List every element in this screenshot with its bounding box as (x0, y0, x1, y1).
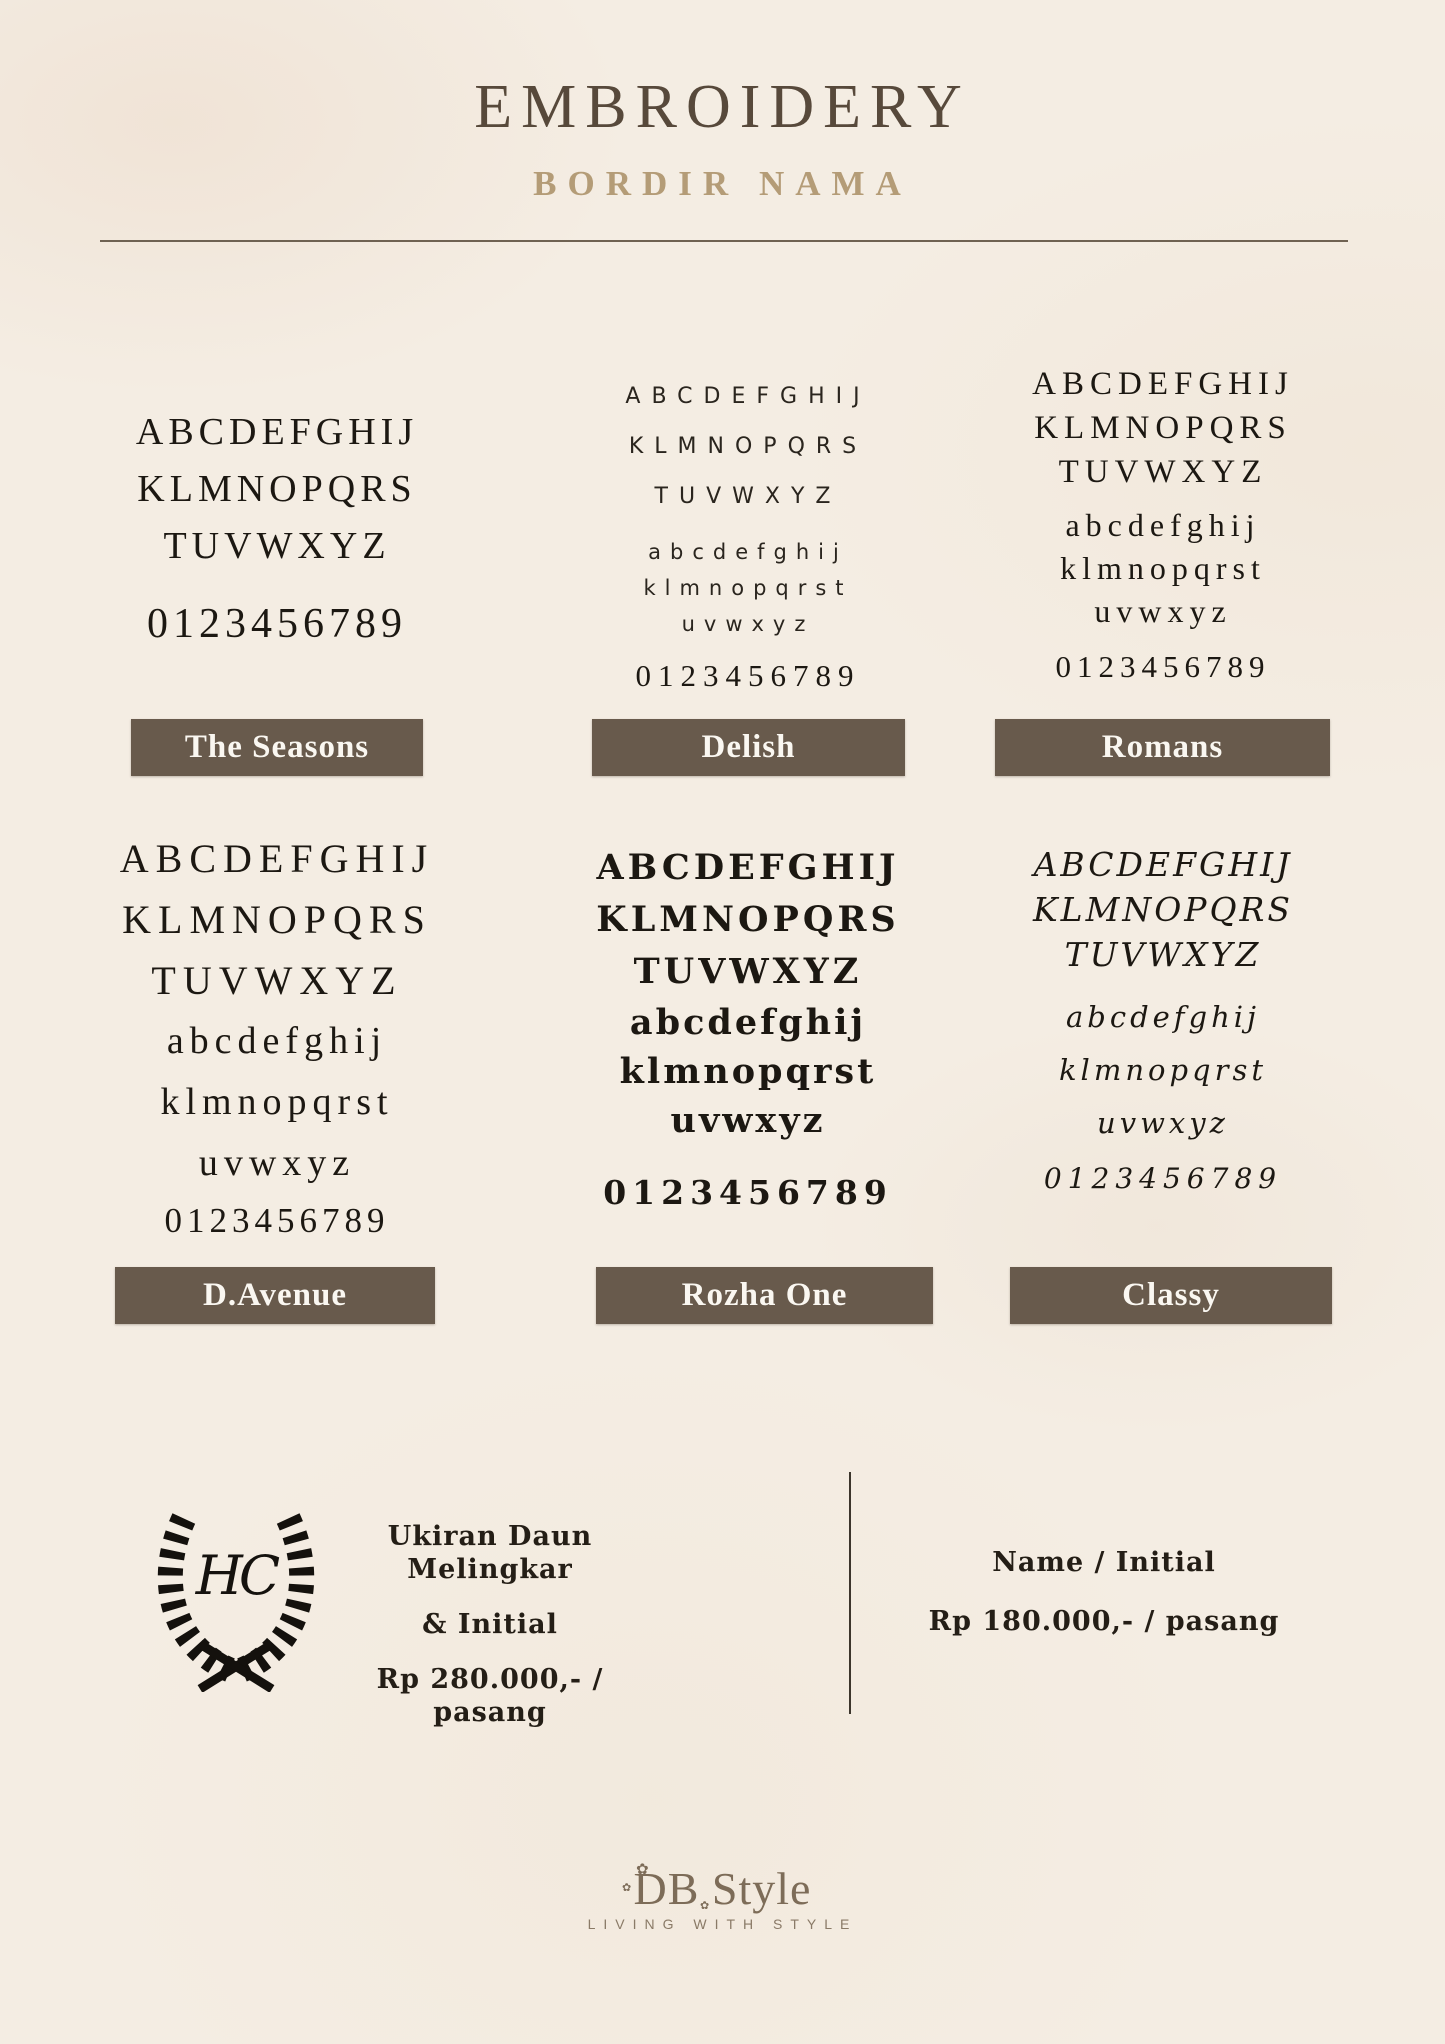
pricing-left-title-line1: Ukiran Daun Melingkar (387, 1521, 593, 1585)
specimen-uppercase-row: ABCDEFGHIJ (1032, 366, 1294, 402)
specimen-lines (558, 372, 938, 696)
specimen-lowercase-row: klmnopqrst (643, 576, 853, 600)
specimen-lowercase-row: abcdefghij (648, 540, 848, 564)
specimen-numerals-row: 0123456789 (635, 658, 861, 693)
specimen-numerals-row: 0123456789 (1055, 649, 1271, 684)
specimen-lines (973, 362, 1353, 687)
pricing-left-title-line2: & Initial (422, 1609, 558, 1640)
brand-name: DB Style (633, 1863, 812, 1914)
page-subtitle: BORDIR NAMA (533, 164, 912, 203)
font-label-band (115, 1267, 435, 1324)
flower-icon (700, 1900, 709, 1911)
font-label: Romans (1101, 729, 1224, 765)
specimen-numerals-row: 0123456789 (603, 1173, 893, 1212)
specimen-lowercase-row: abcdefghij (1065, 507, 1261, 543)
font-label-band (1010, 1267, 1332, 1324)
specimen-uppercase-row: KLMNOPQRS (1034, 410, 1292, 446)
pricing-right-price: Rp 180.000,- / pasang (928, 1606, 1280, 1637)
font-label-band (131, 719, 423, 776)
specimen-uppercase-row: TUVWXYZ (151, 958, 403, 1003)
specimen-lowercase-row: abcdefghij (629, 1002, 867, 1043)
specimen-lines (558, 842, 938, 1213)
specimen-uppercase-row: TUVWXYZ (1058, 454, 1268, 490)
specimen-uppercase-row: TUVWXYZ (654, 484, 842, 509)
specimen-lowercase-row: abcdefghij (1065, 1000, 1261, 1034)
font-label: Classy (1122, 1277, 1220, 1313)
specimen-uppercase-row: ABCDEFGHIJ (625, 384, 871, 409)
specimen-uppercase-row: ABCDEFGHIJ (1033, 845, 1293, 884)
specimen-uppercase-row: ABCDEFGHIJ (596, 847, 900, 888)
font-label: Delish (701, 729, 796, 765)
specimen-numerals-row: 0123456789 (147, 601, 407, 647)
specimen-uppercase-row: KLMNOPQRS (1033, 890, 1293, 929)
specimen-lines (973, 842, 1353, 1198)
specimen-uppercase-row: TUVWXYZ (163, 525, 391, 567)
pricing-left-price: Rp 280.000,- / pasang (376, 1664, 604, 1728)
specimen-uppercase-row: KLMNOPQRS (122, 897, 432, 942)
flower-icon (636, 1862, 649, 1877)
pricing-divider (849, 1472, 851, 1714)
font-label-band (592, 719, 905, 776)
flower-icon (622, 1882, 631, 1893)
monogram-initials: HC (195, 1544, 277, 1607)
font-label: Rozha One (681, 1277, 848, 1313)
specimen-lowercase-row: uvwxyz (198, 1142, 356, 1184)
specimen-numerals-row: 0123456789 (164, 1201, 390, 1240)
specimen-lines (87, 404, 467, 647)
specimen-uppercase-row: TUVWXYZ (1064, 935, 1262, 974)
specimen-lowercase-row: uvwxyz (1097, 1106, 1229, 1140)
specimen-lowercase-row: klmnopqrst (619, 1051, 877, 1092)
specimen-numerals-row: 0123456789 (1043, 1162, 1283, 1195)
specimen-lowercase-row: uvwxyz (681, 612, 815, 636)
specimen-uppercase-row: KLMNOPQRS (137, 468, 417, 510)
pricing-left-block (318, 1520, 662, 1751)
specimen-lowercase-row: klmnopqrst (160, 1081, 394, 1123)
font-label: The Seasons (184, 729, 370, 765)
specimen-lowercase-row: uvwxyz (1094, 593, 1232, 629)
font-label: D.Avenue (203, 1277, 347, 1313)
specimen-uppercase-row: ABCDEFGHIJ (119, 836, 435, 881)
specimen-lines (87, 828, 467, 1244)
specimen-uppercase-row: ABCDEFGHIJ (135, 411, 419, 453)
specimen-lowercase-row: klmnopqrst (1060, 550, 1266, 586)
specimen-lowercase-row: klmnopqrst (1058, 1053, 1267, 1087)
specimen-lowercase-row: abcdefghij (166, 1020, 388, 1062)
specimen-uppercase-row: KLMNOPQRS (628, 434, 868, 459)
specimen-lowercase-row: uvwxyz (670, 1100, 826, 1141)
specimen-uppercase-row: TUVWXYZ (633, 951, 863, 992)
header-divider (100, 240, 1348, 242)
pricing-right-block (918, 1546, 1290, 1664)
pricing-right-title: Name / Initial (992, 1547, 1216, 1578)
page-title: EMBROIDERY (474, 73, 971, 141)
brand-tagline: LIVING WITH STYLE (587, 1916, 858, 1932)
font-label-band (596, 1267, 933, 1324)
specimen-uppercase-row: KLMNOPQRS (596, 899, 900, 940)
font-label-band (995, 719, 1330, 776)
